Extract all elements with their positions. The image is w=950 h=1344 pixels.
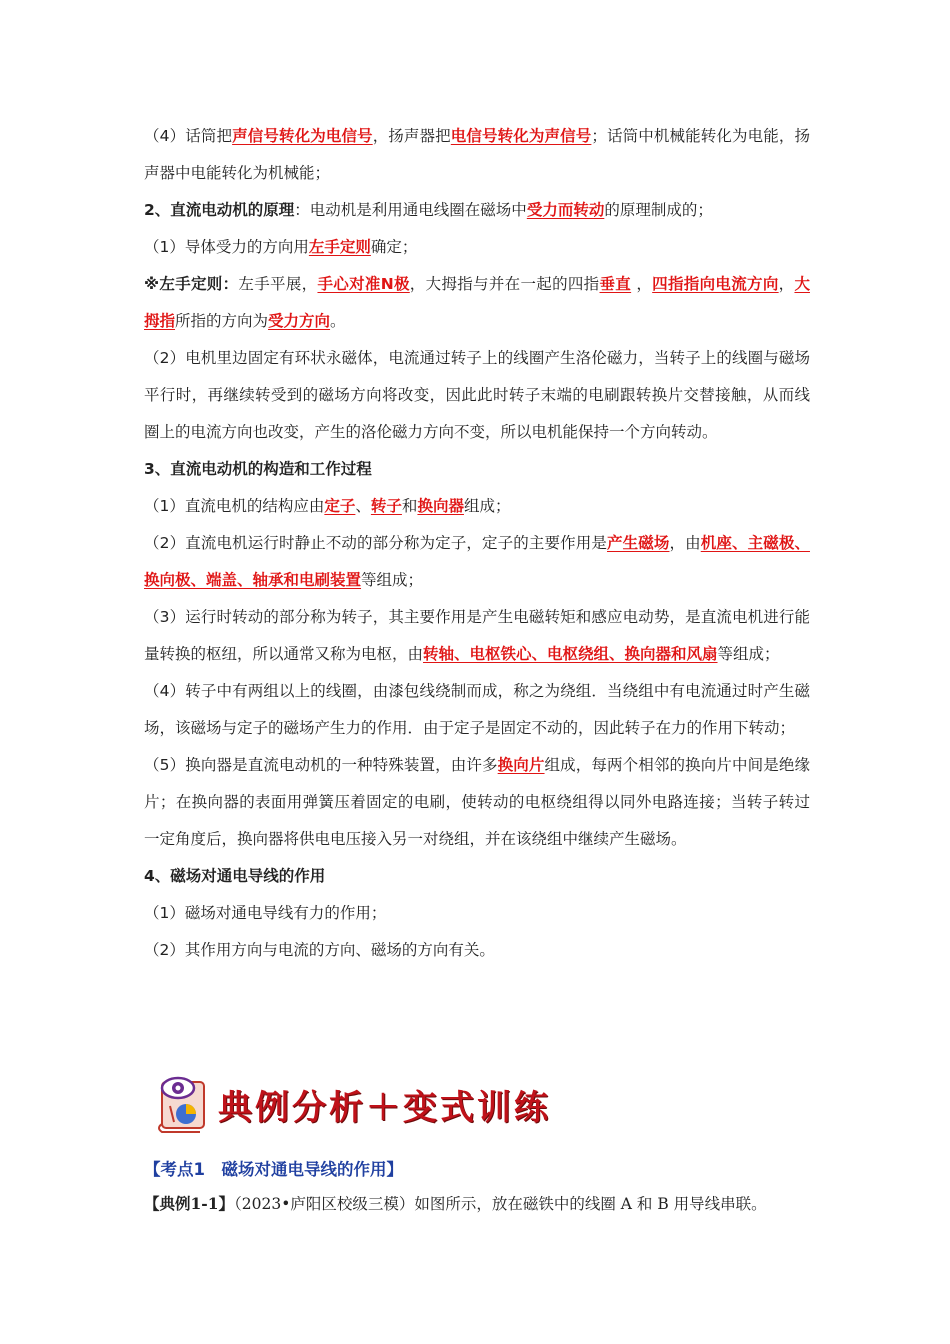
paragraph-stator: [144, 525, 810, 599]
highlight: 电信号转化为声信号: [450, 127, 592, 145]
paragraph-microphone: [144, 118, 810, 192]
text: （3）运行时转动的部分称为转子，其主要作用是产生电磁转矩和感应电动势，是直流电机进行能量转换的枢纽，所以通常又称为电枢，由: [144, 608, 810, 663]
paragraph-structure: [144, 488, 810, 525]
paragraph-motor-rotation: （2）电机里边固定有环状永磁体，电流通过转子上的线圈产生洛伦磁力，当转子上的线圈与磁场平行时，再继续转受到的磁场方向将改变，因此此时转子末端的电刷跟转换片交替接触，从而线圈上的电流方向也改变，产生的洛伦磁力方向不变，所以电机能保持一个方向转动。: [144, 349, 810, 441]
highlight: 受力方向: [268, 312, 331, 330]
text: 。: [330, 312, 346, 330]
paragraph-force-exists: （1）磁场对通电导线有力的作用；: [144, 904, 387, 922]
example-tag: 【典例1-1】: [144, 1194, 235, 1213]
paragraph-motor-principle: [144, 192, 810, 229]
banner-title: 典例分析＋变式训练: [218, 1088, 551, 1128]
text: ，大拇指与并在一起的四指: [409, 275, 600, 293]
highlight: 定子: [324, 497, 356, 515]
paragraph-left-hand-rule: [144, 266, 810, 340]
content-body: [144, 118, 810, 969]
eye-scroll-icon: [152, 1072, 214, 1134]
text: 等组成；: [361, 571, 424, 589]
paragraph-rotor: [144, 599, 810, 673]
text: ，: [778, 275, 795, 293]
rule-heading: ※左手定则：: [144, 275, 239, 293]
text: ：电动机是利用通电线圈在磁场中: [294, 201, 527, 219]
highlight: 换向器: [417, 497, 464, 515]
text: 、: [355, 497, 371, 515]
text: 组成，每两个相邻的换向片中间是绝缘片；在换向器的表面用弹簧压着固定的电刷，使转动的电枢绕组得以同外电路连接；当转子转过一定角度后，换向器将供电电压接入另一对绕组，并在该绕组中继续产生磁场。: [144, 756, 810, 848]
paragraph-force-direction: [144, 229, 810, 266]
paragraph-commutator: [144, 747, 810, 858]
highlight: 受力而转动: [526, 201, 605, 219]
highlight: 手心对准N极: [317, 275, 410, 293]
highlight: 转子: [370, 497, 402, 515]
example-banner: [152, 1072, 572, 1132]
text: （5）换向器是直流电动机的一种特殊装置，由许多: [144, 756, 498, 774]
section-heading-force-on-wire: 4、磁场对通电导线的作用: [144, 867, 326, 885]
text: （1）导体受力的方向用: [144, 238, 309, 256]
paragraph-winding: （4）转子中有两组以上的线圈，由漆包线绕制而成，称之为绕组．当绕组中有电流通过时产生磁场，该磁场与定子的磁场产生力的作用．由于定子是固定不动的，因此转子在力的作用下转动；: [144, 682, 810, 737]
text: ；话筒中机械能转化为电能，扬声器中电能转化为机械能；: [144, 127, 810, 182]
highlight: 转轴、电枢铁心、电枢绕组、换向器和风扇: [423, 645, 718, 663]
example-line: [144, 1192, 824, 1214]
text: 确定；: [370, 238, 418, 256]
highlight: 大拇指: [144, 275, 810, 330]
highlight: 垂直: [599, 275, 632, 293]
text: ，: [631, 275, 653, 293]
text: 左手平展，: [238, 275, 318, 293]
text: 等组成；: [717, 645, 780, 663]
highlight: 产生磁场: [607, 534, 670, 552]
highlight: 声信号转化为电信号: [232, 127, 373, 145]
text: 的原理制成的；: [604, 201, 713, 219]
text: （4）话筒把: [144, 127, 233, 145]
highlight: 机座、主磁极、换向极、端盖、轴承和电刷装置: [144, 534, 810, 589]
text: 组成；: [463, 497, 511, 515]
highlight: 换向片: [497, 756, 545, 774]
text: ，由: [669, 534, 701, 552]
text: （2）直流电机运行时静止不动的部分称为定子，定子的主要作用是: [144, 534, 607, 552]
text: ，扬声器把: [372, 127, 451, 145]
text: （1）直流电机的结构应由: [144, 497, 325, 515]
section-heading: 2、直流电动机的原理: [144, 201, 295, 219]
highlight: 四指指向电流方向: [652, 275, 779, 293]
text: 和: [401, 497, 418, 515]
topic-heading: 【考点1 磁场对通电导线的作用】: [144, 1160, 403, 1179]
paragraph-force-depends: （2）其作用方向与电流的方向、磁场的方向有关。: [144, 941, 495, 959]
text: 所指的方向为: [175, 312, 269, 330]
example-text: （2023•庐阳区校级三模）如图所示，放在磁铁中的线圈 A 和 B 用导线串联。: [234, 1195, 767, 1213]
highlight: 左手定则: [308, 238, 371, 256]
section-heading-construction: 3、直流电动机的构造和工作过程: [144, 460, 372, 478]
